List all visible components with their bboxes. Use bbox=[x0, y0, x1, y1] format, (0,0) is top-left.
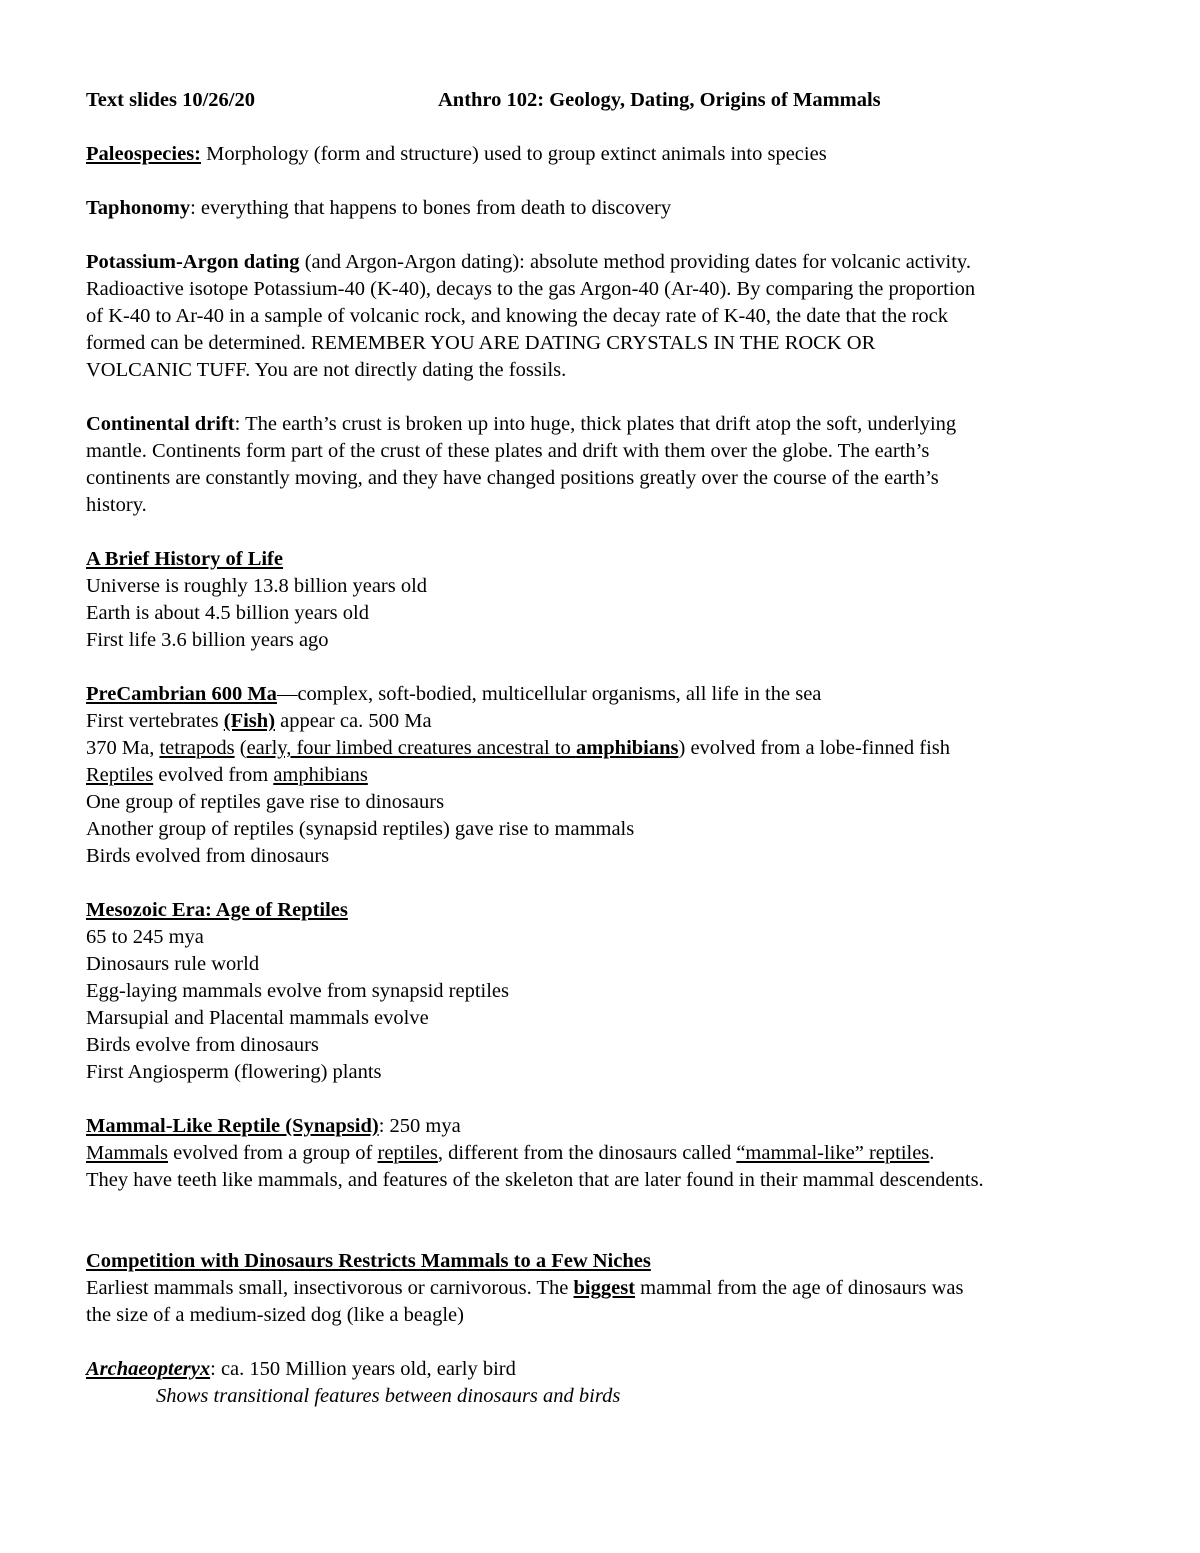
tetrapods-term: tetrapods bbox=[159, 737, 235, 759]
potassium-line: of K-40 to Ar-40 in a sample of volcanic rock, and knowing the decay rate of K-40, the date that the rock bbox=[86, 305, 949, 327]
competition-line: Earliest mammals small, insectivorous or carnivorous. The biggest mammal from the age of dinosaurs was bbox=[86, 1277, 964, 1299]
mesozoic-line: 65 to 245 mya bbox=[86, 926, 204, 948]
drift-line: mantle. Continents form part of the crust of these plates and drift with them over the globe. The earth’s bbox=[86, 440, 930, 462]
taphonomy-definition: : everything that happens to bones from death to discovery bbox=[190, 197, 672, 219]
precambrian-heading: PreCambrian 600 Ma bbox=[86, 683, 277, 705]
paleospecies-paragraph bbox=[86, 141, 1126, 168]
precambrian-line: One group of reptiles gave rise to dinosaurs bbox=[86, 791, 445, 813]
mesozoic-line: First Angiosperm (flowering) plants bbox=[86, 1061, 382, 1083]
mesozoic-line: Marsupial and Placental mammals evolve bbox=[86, 1007, 429, 1029]
header-course-title: Anthro 102: Geology, Dating, Origins of Mammals bbox=[438, 89, 881, 111]
potassium-line: Radioactive isotope Potassium-40 (K-40), decays to the gas Argon-40 (Ar-40). By comparing the proportion bbox=[86, 278, 976, 300]
archaeopteryx-section: Archaeopteryx: ca. 150 Million years old, early bird Shows transitional features between dinosaurs and birds bbox=[86, 1358, 621, 1407]
brief-history-section bbox=[86, 546, 1126, 654]
competition-heading: Competition with Dinosaurs Restricts Mammals to a Few Niches bbox=[86, 1250, 651, 1272]
reptiles-line: Reptiles evolved from amphibians bbox=[86, 764, 368, 786]
drift-line: history. bbox=[86, 494, 147, 516]
history-line: First life 3.6 billion years ago bbox=[86, 629, 329, 651]
amphibians-term: amphibians bbox=[575, 737, 679, 759]
archaeopteryx-term: Archaeopteryx bbox=[86, 1358, 211, 1380]
potassium-line: VOLCANIC TUFF. You are not directly dating the fossils. bbox=[86, 359, 567, 381]
taphonomy-paragraph bbox=[86, 195, 1126, 222]
mesozoic-line: Dinosaurs rule world bbox=[86, 953, 260, 975]
document-page bbox=[86, 86, 1126, 1410]
mesozoic-line: Egg-laying mammals evolve from synapsid reptiles bbox=[86, 980, 510, 1002]
mesozoic-section bbox=[86, 897, 1126, 1086]
document-header bbox=[86, 86, 1126, 114]
continental-drift-term: Continental drift bbox=[86, 413, 235, 435]
history-line: Universe is roughly 13.8 billion years old bbox=[86, 575, 428, 597]
brief-history-heading: A Brief History of Life bbox=[86, 548, 283, 570]
taphonomy-term: Taphonomy bbox=[86, 197, 191, 219]
synapsid-line: They have teeth like mammals, and features of the skeleton that are later found in their mammal descendents. bbox=[86, 1169, 984, 1191]
synapsid-section: Mammal-Like Reptile (Synapsid): 250 mya Mammals evolved from a group of reptiles, different from the dinosaurs called “mammal-like” reptiles. They have teeth like mammals, and features of the skeleton that are later found in their mammal descendents. bbox=[86, 1113, 1126, 1194]
drift-line: : The earth’s crust is broken up into huge, thick plates that drift atop the soft, underlying bbox=[234, 413, 957, 435]
archaeopteryx-note: Shows transitional features between dinosaurs and birds bbox=[156, 1385, 621, 1407]
precambrian-line: Another group of reptiles (synapsid reptiles) gave rise to mammals bbox=[86, 818, 635, 840]
drift-line: continents are constantly moving, and they have changed positions greatly over the course of the earth’s bbox=[86, 467, 939, 489]
continental-drift-paragraph bbox=[86, 411, 1126, 519]
competition-section bbox=[86, 1248, 1126, 1329]
header-date: Text slides 10/26/20 bbox=[86, 89, 255, 111]
competition-line: the size of a medium-sized dog (like a beagle) bbox=[86, 1304, 464, 1326]
synapsid-heading: Mammal-Like Reptile (Synapsid) bbox=[86, 1115, 379, 1137]
fish-line: First vertebrates (Fish) appear ca. 500 Ma bbox=[86, 710, 432, 732]
reptiles-term: Reptiles bbox=[86, 764, 154, 786]
precambrian-line: Birds evolved from dinosaurs bbox=[86, 845, 330, 867]
tetrapods-line: 370 Ma, tetrapods (early, four limbed creatures ancestral to amphibians) evolved from a lobe-finned fish bbox=[86, 737, 951, 759]
potassium-line: (and Argon-Argon dating): absolute method providing dates for volcanic activity. bbox=[299, 251, 971, 273]
paleospecies-definition: Morphology (form and structure) used to group extinct animals into species bbox=[201, 143, 827, 165]
potassium-argon-paragraph bbox=[86, 249, 1126, 384]
biggest-term: biggest bbox=[573, 1277, 636, 1299]
synapsid-line: Mammals evolved from a group of reptiles, different from the dinosaurs called “mammal-like” reptiles. bbox=[86, 1142, 935, 1164]
mesozoic-line: Birds evolve from dinosaurs bbox=[86, 1034, 319, 1056]
potassium-line: formed can be determined. REMEMBER YOU ARE DATING CRYSTALS IN THE ROCK OR bbox=[86, 332, 876, 354]
paleospecies-term: Paleospecies: bbox=[86, 143, 201, 165]
fish-term: (Fish) bbox=[223, 710, 276, 732]
history-line: Earth is about 4.5 billion years old bbox=[86, 602, 369, 624]
potassium-argon-term: Potassium-Argon dating bbox=[86, 251, 300, 273]
mesozoic-heading: Mesozoic Era: Age of Reptiles bbox=[86, 899, 348, 921]
precambrian-section: PreCambrian 600 Ma—complex, soft-bodied, multicellular organisms, all life in the sea First vertebrates (Fish) appear ca. 500 Ma 370 Ma, tetrapods (early, four limbed creatures ancestral to amphibians) evolved from a lobe-finned fish Reptiles evolved from amphibians One group of reptiles gave rise to dinosaurs Another group of reptiles (synapsid reptiles) gave rise to mammals Birds evolved from dinosaurs bbox=[86, 681, 1126, 870]
